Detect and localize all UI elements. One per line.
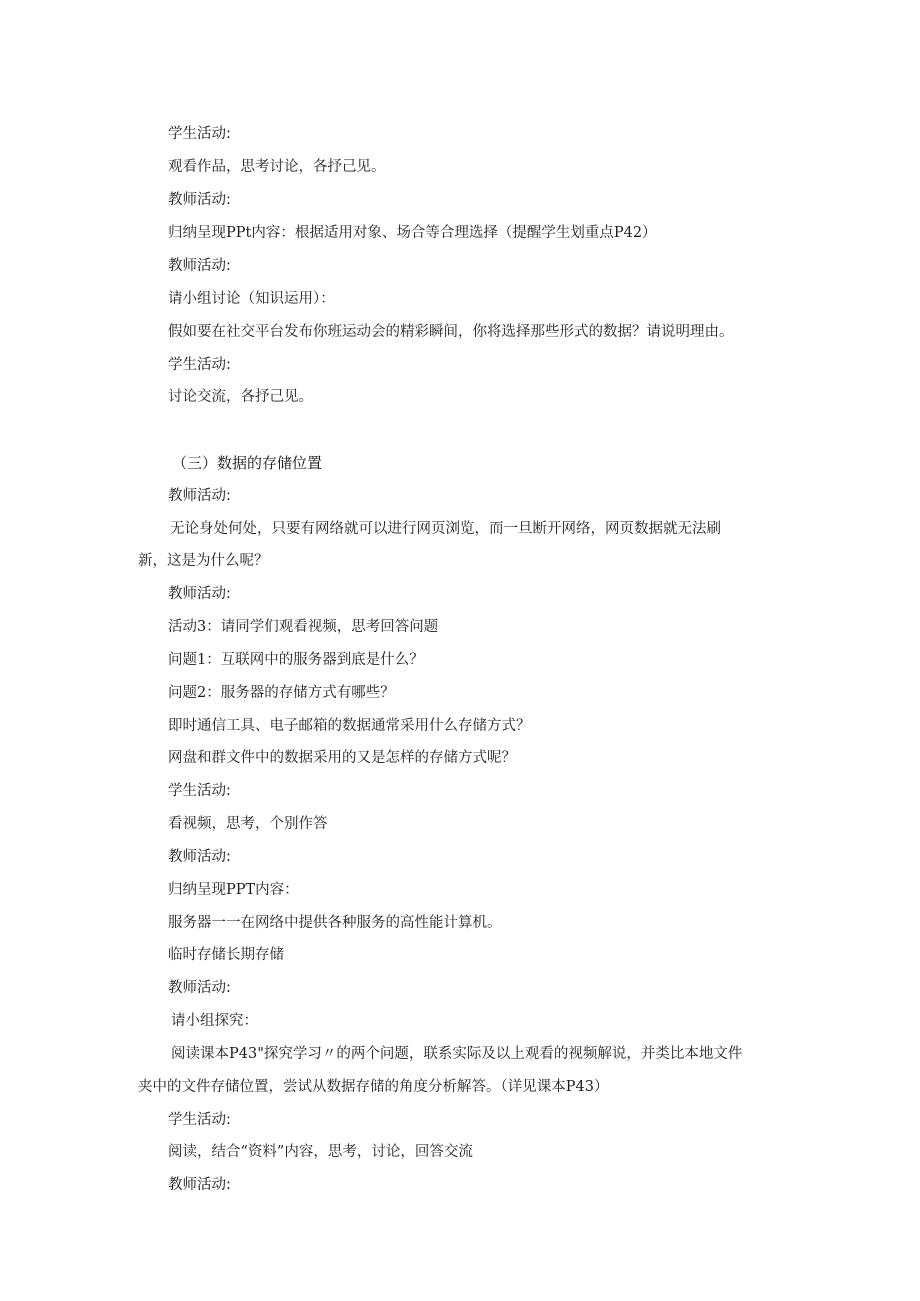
body-text-continuation: 夹中的文件存储位置，尝试从数据存储的角度分析解答。（详见课本P43） [138,1079,609,1095]
section-heading: （三）数据的存储位置 [172,454,323,472]
body-text: 请小组讨论（知识运用）： [168,291,335,307]
body-text: 假如要在社交平台发布你班运动会的精彩瞬间，你将选择那些形式的数据？请说明理由。 [168,324,734,340]
body-text-continuation: 新，这是为什么呢？ [138,553,269,569]
body-text: 阅读，结合“资料”内容，思考，讨论，回答交流 [168,1144,473,1160]
body-text: 临时存储长期存储 [168,947,284,963]
body-text: 讨论交流，各抒己见。 [168,389,313,405]
label-teacher-activity: 教师活动: [168,258,231,274]
label-student-activity: 学生活动: [168,126,231,142]
body-text: 请小组探究： [171,1013,258,1029]
label-teacher-activity: 教师活动: [168,980,231,996]
label-teacher-activity: 教师活动: [168,1177,231,1193]
body-text: 服务器一一在网络中提供各种服务的高性能计算机。 [168,915,502,931]
body-text: 问题1：互联网中的服务器到底是什么？ [168,652,424,668]
label-teacher-activity: 教师活动: [168,586,231,602]
body-text: 归纳呈现PPT内容： [168,882,299,898]
body-text: 看视频，思考，个别作答 [168,816,328,832]
label-teacher-activity: 教师活动: [168,849,231,865]
label-teacher-activity: 教师活动: [168,488,231,504]
body-text: 归纳呈现PPt内容：根据适用对象、场合等合理选择（提醒学生划重点P42） [168,225,657,241]
body-text: 观看作品，思考讨论，各抒己见。 [168,159,386,175]
body-text: 网盘和群文件中的数据采用的又是怎样的存储方式呢？ [168,750,516,766]
label-student-activity: 学生活动: [168,783,231,799]
label-teacher-activity: 教师活动: [168,192,231,208]
label-student-activity: 学生活动: [168,1112,231,1128]
body-text: 即时通信工具、电子邮箱的数据通常采用什么存储方式？ [168,718,531,734]
body-text: 阅读课本P43"探究学习〃的两个问题，联系实际及以上观看的视频解说，并类比本地文件 [171,1046,743,1062]
label-student-activity: 学生活动: [168,357,231,373]
body-text: 问题2：服务器的存储方式有哪些？ [168,685,395,701]
body-text: 无论身处何处，只要有网络就可以进行网页浏览，而一旦断开网络，网页数据就无法刷 [170,521,721,537]
body-text: 活动3：请同学们观看视频，思考回答问题 [168,619,439,635]
